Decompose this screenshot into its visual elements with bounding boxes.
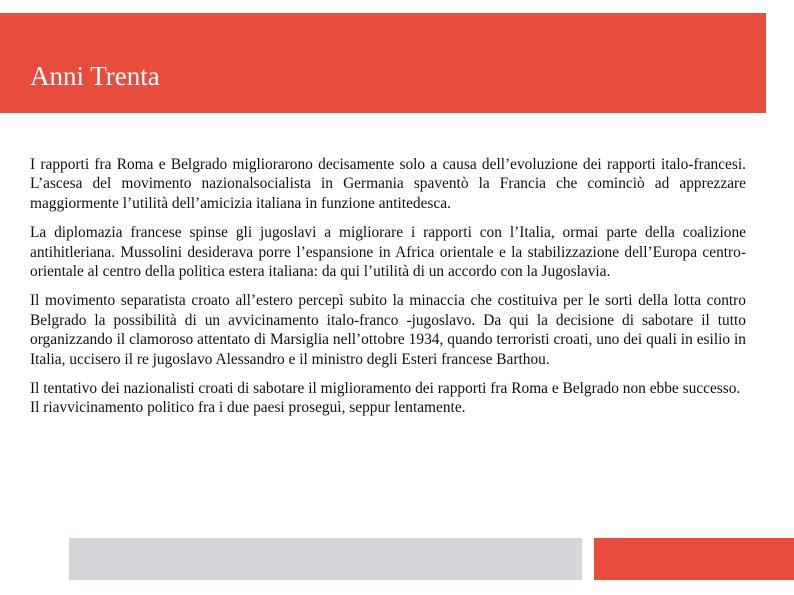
slide-body	[30, 155, 746, 418]
paragraph-3: Il movimento separatista croato all’estero percepì subito la minaccia che costituiva per le sorti della lotta contro Belgrado la possibilità di un avvicinamento italo-franco -jugoslavo. Da qui la decisione di sabotare il tutto organizzando il clamoroso attentato di Marsiglia nell’ottobre 1934, quando terroristi croati, uno dei quali in esilio in Italia, uccisero il re jugoslavo Alessandro e il ministro degli Esteri francese Barthou.	[30, 292, 746, 368]
paragraph-2: La diplomazia francese spinse gli jugoslavi a migliorare i rapporti con l’Italia, ormai parte della coalizione antihitleriana. Mussolini desiderava porre l’espansione in Africa orientale e la stabilizzazione dell’Europa centro-orientale al centro della politica estera italiana: da qui l’utilità di un accordo con la Jugoslavia.	[30, 224, 746, 281]
paragraph-4: Il tentativo dei nazionalisti croati di sabotare il miglioramento dei rapporti fra Roma e Belgrado non ebbe successo. Il riavvicinamento politico fra i due paesi proseguì, seppur lentamente.	[30, 380, 741, 417]
footer-red-bar	[594, 538, 794, 580]
footer-grey-bar	[69, 538, 582, 580]
slide-title: Anni Trenta	[30, 61, 160, 91]
paragraph-1: I rapporti fra Roma e Belgrado migliorarono decisamente solo a causa dell’evoluzione dei rapporti italo-francesi. L’ascesa del movimento nazionalsocialista in Germania spaventò la Francia che cominciò ad apprezzare maggiormente l’utilità dell’amicizia italiana in funzione antitedesca.	[30, 156, 746, 212]
